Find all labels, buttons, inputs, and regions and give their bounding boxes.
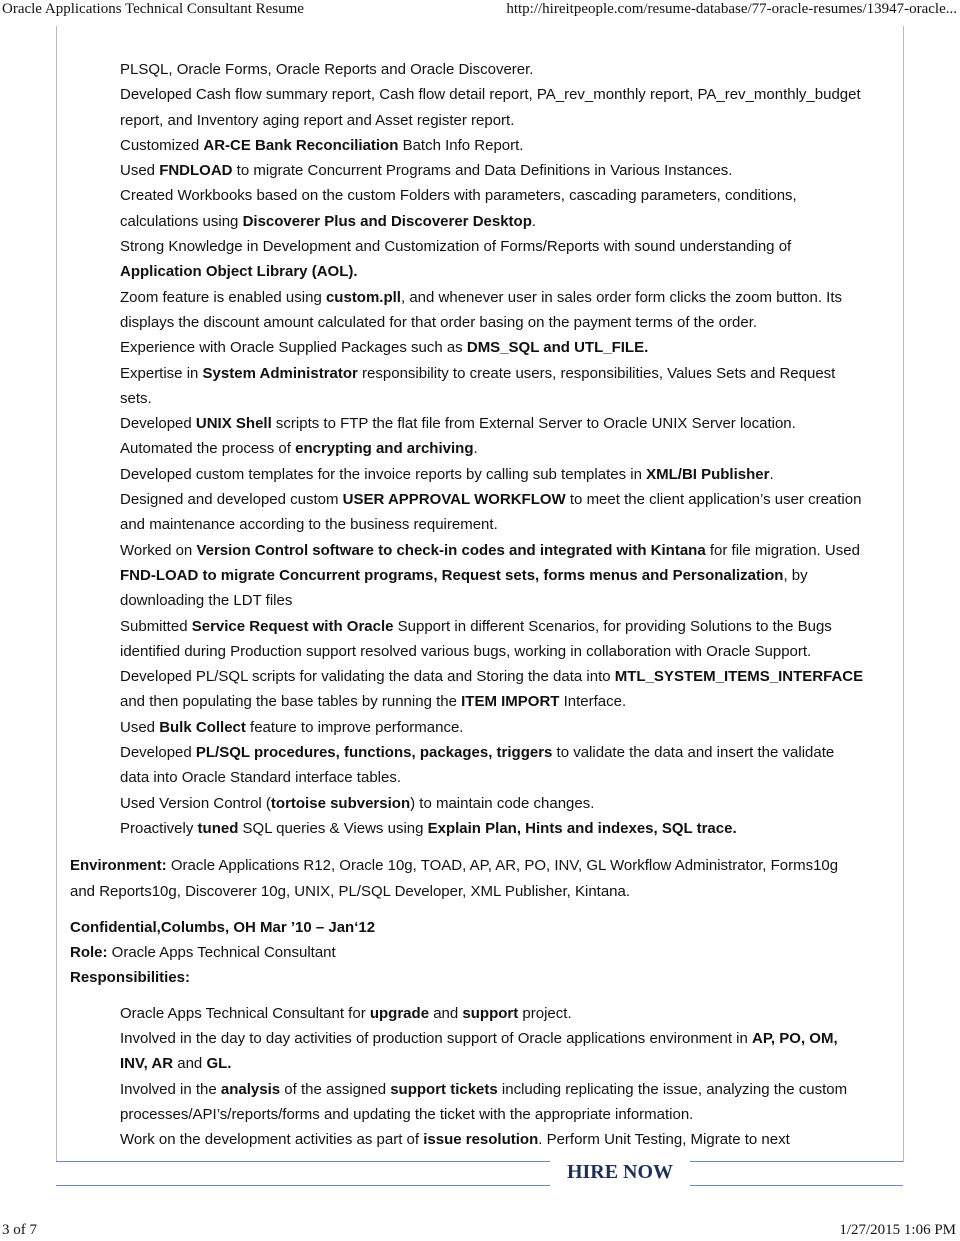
bullet-line: Developed PL/SQL scripts for validating the data and Storing the data into MTL_SYSTEM_ITEMS_INTERFACE [120,668,864,686]
bullet-line: displays the discount amount calculated for that order basing on the payment terms of the order. [120,313,758,331]
environment-line: Environment: Oracle Applications R12, Oracle 10g, TOAD, AP, AR, PO, INV, GL Workflow Administrator, Forms10g [70,857,839,875]
responsibilities-heading: Responsibilities: [70,969,191,987]
bullet-line: Used Version Control (tortoise subversion) to maintain code changes. [120,794,595,812]
bullet-line: and then populating the base tables by running the ITEM IMPORT Interface. [120,693,627,711]
document-title: Oracle Applications Technical Consultant Resume [2,1,304,17]
bullet-line: Work on the development activities as part of issue resolution. Perform Unit Testing, Migrate to next [120,1131,790,1149]
job-role: Role: Oracle Apps Technical Consultant [70,944,336,962]
bullet-line: report, and Inventory aging report and Asset register report. [120,111,515,129]
bullet-line: Used Bulk Collect feature to improve performance. [120,718,464,736]
divider-line [56,1185,550,1186]
bullet-line: Automated the process of encrypting and archiving. [120,440,478,458]
divider-line [690,1185,903,1186]
bullet-line: INV, AR and GL. [120,1055,232,1073]
source-url: http://hireitpeople.com/resume-database/77-oracle-resumes/13947-oracle... [506,1,957,17]
bullet-line: sets. [120,389,152,407]
bullet-line: FND-LOAD to migrate Concurrent programs, Request sets, forms menus and Personalization, by [120,566,808,584]
bullet-line: Designed and developed custom USER APPROVAL WORKFLOW to meet the client application’s user creation [120,491,862,509]
bullet-line: Customized AR-CE Bank Reconciliation Batch Info Report. [120,136,524,154]
bullet-line: Application Object Library (AOL). [120,263,358,281]
bullet-line: Developed PL/SQL procedures, functions, packages, triggers to validate the data and insert the validate [120,744,835,762]
bullet-line: Strong Knowledge in Development and Customization of Forms/Reports with sound understanding of [120,238,792,256]
bullet-line: Involved in the analysis of the assigned support tickets including replicating the issue, analyzing the custom [120,1080,848,1098]
divider-line [690,1161,903,1162]
bullet-line: Developed custom templates for the invoice reports by calling sub templates in XML/BI Publisher. [120,465,774,483]
divider-line [56,1161,550,1162]
print-header [0,0,960,24]
bullet-line: Developed Cash flow summary report, Cash flow detail report, PA_rev_monthly report, PA_rev_monthly_budget [120,86,861,104]
bullet-line: Zoom feature is enabled using custom.pll, and whenever user in sales order form clicks the zoom button. Its [120,288,843,306]
bullet-line: processes/API’s/reports/forms and updating the ticket with the appropriate information. [120,1105,694,1123]
bullet-line: identified during Production support resolved various bugs, working in collaboration with Oracle Support. [120,642,812,660]
bullet-line: Expertise in System Administrator responsibility to create users, responsibilities, Values Sets and Request [120,364,836,382]
bullet-line: Involved in the day to day activities of production support of Oracle applications environment in AP, PO, OM, [120,1029,838,1047]
bullet-line: Proactively tuned SQL queries & Views using Explain Plan, Hints and indexes, SQL trace. [120,819,737,837]
hire-now-link[interactable]: HIRE NOW [566,1161,674,1183]
print-footer [0,1222,960,1241]
environment-label: Environment: [70,857,167,875]
bullet-line: Submitted Service Request with Oracle Support in different Scenarios, for providing Solutions to the Bugs [120,617,832,635]
environment-line: and Reports10g, Discoverer 10g, UNIX, PL/SQL Developer, XML Publisher, Kintana. [70,882,631,900]
bullet-line: Worked on Version Control software to check-in codes and integrated with Kintana for file migration. Used [120,541,860,559]
bullet-line: Developed UNIX Shell scripts to FTP the flat file from External Server to Oracle UNIX Server location. [120,415,796,433]
bullet-line: Created Workbooks based on the custom Folders with parameters, cascading parameters, conditions, [120,187,797,205]
bullet-line: Used FNDLOAD to migrate Concurrent Programs and Data Definitions in Various Instances. [120,162,733,180]
bullet-line: and maintenance according to the business requirement. [120,516,498,534]
job-heading: Confidential,Columbs, OH Mar ’10 – Jan‘12 [70,918,376,936]
bullet-line: PLSQL, Oracle Forms, Oracle Reports and Oracle Discoverer. [120,61,534,78]
bullet-line: Oracle Apps Technical Consultant for upgrade and support project. [120,1004,572,1022]
resume-content [70,57,900,1152]
bullet-line: calculations using Discoverer Plus and Discoverer Desktop. [120,212,537,230]
bullet-line: downloading the LDT files [120,592,293,610]
bullet-line: Experience with Oracle Supplied Packages such as DMS_SQL and UTL_FILE. [120,339,649,357]
print-datetime: 1/27/2015 1:06 PM [839,1222,956,1238]
page-number: 3 of 7 [2,1222,37,1238]
bullet-line: data into Oracle Standard interface tables. [120,769,402,787]
